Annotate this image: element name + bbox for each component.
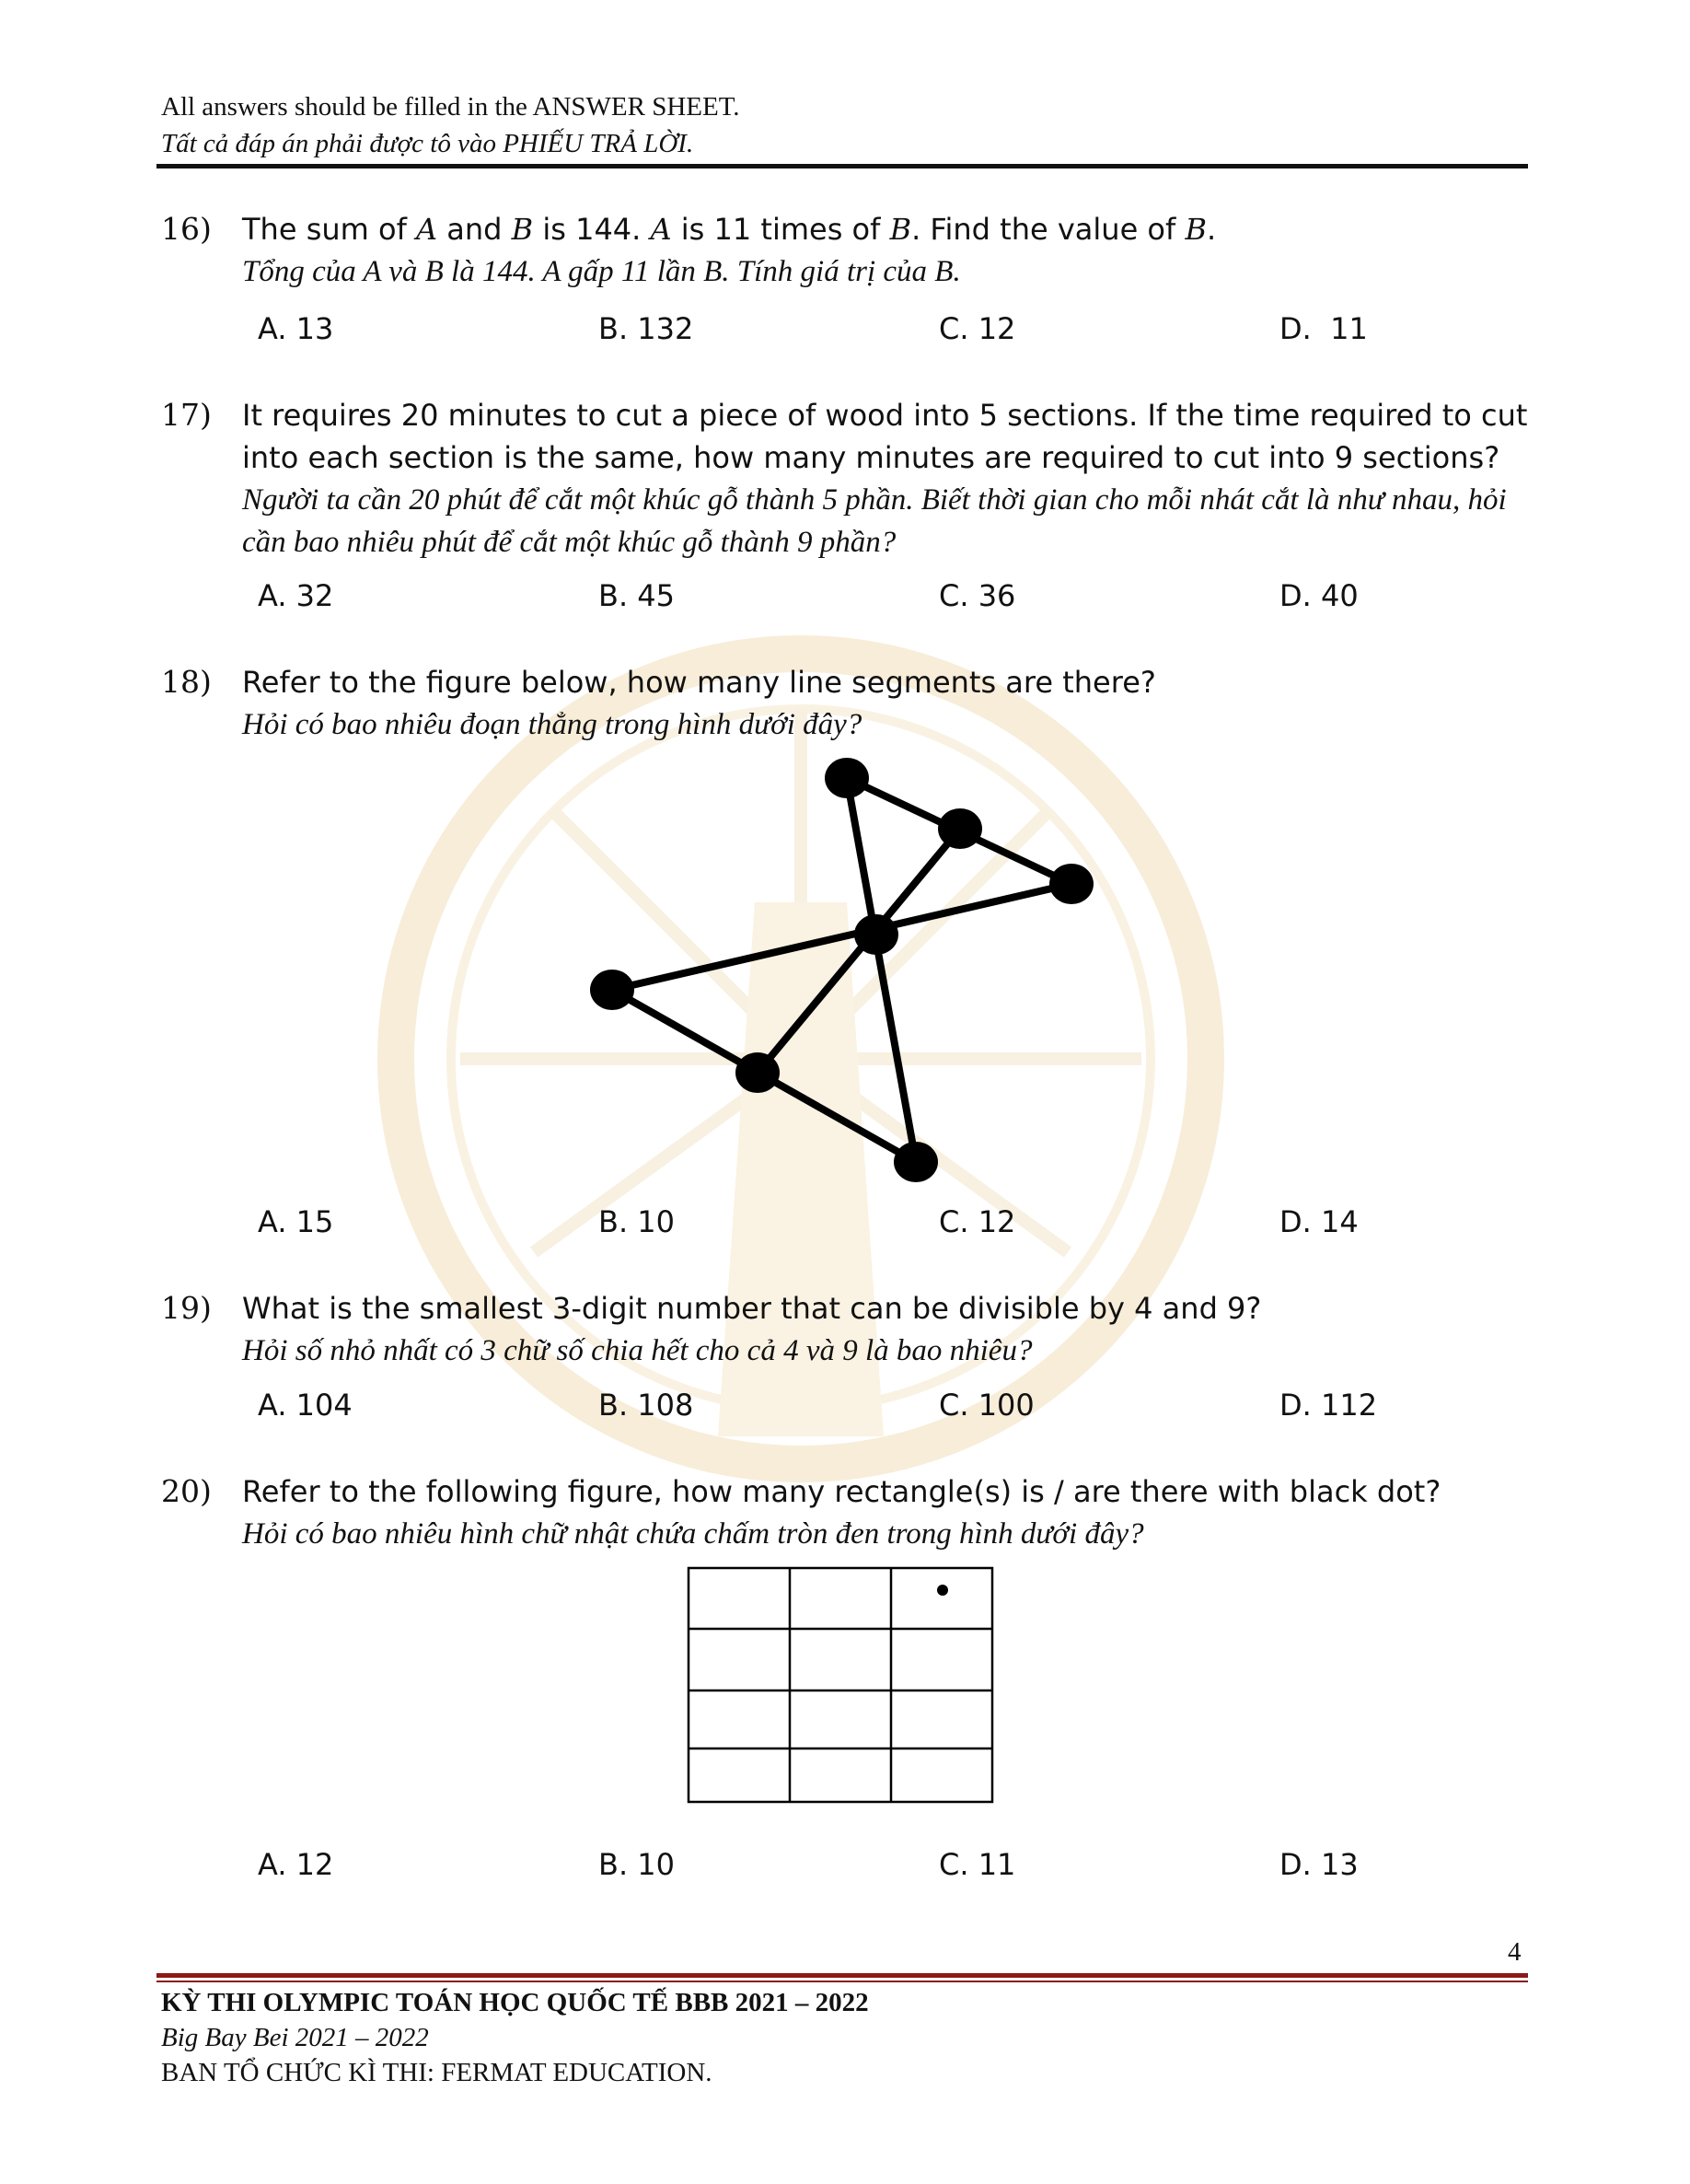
option-a: A. 15 xyxy=(258,1204,334,1239)
line-segment xyxy=(847,778,916,1162)
point xyxy=(590,970,634,1010)
question-number: 17) xyxy=(161,397,212,433)
question-16-options xyxy=(258,311,1546,352)
footer-subtitle: Big Bay Bei 2021 – 2022 xyxy=(161,2023,429,2052)
option-a: A. 13 xyxy=(258,311,334,346)
point xyxy=(825,758,869,798)
question-19-options xyxy=(258,1388,1546,1428)
rectangle-grid-figure xyxy=(686,1565,999,1809)
question-number: 20) xyxy=(161,1473,212,1509)
question-number: 19) xyxy=(161,1290,212,1326)
question-text-vi: Tổng của A và B là 144. A gấp 11 lần B. Tính giá trị của B. xyxy=(242,255,961,288)
option-b: B. 10 xyxy=(598,1847,676,1882)
option-a: A. 104 xyxy=(258,1388,353,1423)
option-b: B. 132 xyxy=(598,311,694,346)
point xyxy=(1049,864,1094,904)
question-17-options xyxy=(258,578,1546,619)
grid-outline xyxy=(689,1568,992,1802)
option-d: D. 13 xyxy=(1279,1847,1359,1882)
line-segments-figure xyxy=(571,746,1123,1197)
question-19 xyxy=(161,1287,1542,1372)
point xyxy=(735,1052,780,1093)
header-rule xyxy=(156,164,1528,168)
option-d: D. 11 xyxy=(1279,311,1368,346)
option-d: D. 112 xyxy=(1279,1388,1378,1423)
question-text-en: The sum of A and B is 144. A is 11 times of B. Find the value of B. xyxy=(242,212,1217,247)
page-footer xyxy=(161,1985,1523,2090)
option-b: B. 108 xyxy=(598,1388,694,1423)
question-17 xyxy=(161,394,1542,563)
footer-rule xyxy=(156,1973,1528,1978)
option-c: C. 100 xyxy=(939,1388,1035,1423)
option-a: A. 12 xyxy=(258,1847,334,1882)
option-c: C. 36 xyxy=(939,578,1016,613)
question-text-en: What is the smallest 3-digit number that can be divisible by 4 and 9? xyxy=(242,1291,1262,1326)
question-text-vi: Người ta cần 20 phút để cắt một khúc gỗ thành 5 phần. Biết thời gian cho mỗi nhát cắt là như nhau, hỏi cần bao nhiêu phút để cắt một khúc gỗ thành 9 phần? xyxy=(242,483,1507,559)
question-16 xyxy=(161,208,1542,293)
question-text-vi: Hỏi số nhỏ nhất có 3 chữ số chia hết cho cả 4 và 9 là bao nhiêu? xyxy=(242,1334,1033,1367)
option-c: C. 12 xyxy=(939,1204,1016,1239)
question-text-en: Refer to the figure below, how many line segments are there? xyxy=(242,665,1156,700)
option-d: D. 40 xyxy=(1279,578,1359,613)
option-d: D. 14 xyxy=(1279,1204,1359,1239)
question-text-en: It requires 20 minutes to cut a piece of wood into 5 sections. If the time required to cut into each section is the same, how many minutes are required to cut into 9 sections? xyxy=(242,398,1528,475)
option-a: A. 32 xyxy=(258,578,334,613)
question-18 xyxy=(161,661,1542,746)
point xyxy=(894,1142,938,1182)
header-english: All answers should be filled in the ANSWER SHEET. xyxy=(161,92,740,122)
header-vietnamese: Tất cả đáp án phải được tô vào PHIẾU TRẢ LỜI. xyxy=(161,129,694,158)
point xyxy=(938,808,982,849)
question-number: 18) xyxy=(161,664,212,700)
point xyxy=(854,914,898,955)
page-header xyxy=(161,88,1528,162)
option-b: B. 45 xyxy=(598,578,676,613)
option-c: C. 12 xyxy=(939,311,1016,346)
question-text-vi: Hỏi có bao nhiêu hình chữ nhật chứa chấm tròn đen trong hình dưới đây? xyxy=(242,1517,1144,1551)
question-18-options xyxy=(258,1204,1546,1245)
question-text-en: Refer to the following figure, how many rectangle(s) is / are there with black dot? xyxy=(242,1474,1441,1509)
question-20-options xyxy=(258,1847,1546,1888)
black-dot xyxy=(937,1585,948,1596)
option-b: B. 10 xyxy=(598,1204,676,1239)
option-c: C. 11 xyxy=(939,1847,1016,1882)
question-number: 16) xyxy=(161,211,212,247)
footer-rule-thin xyxy=(156,1981,1528,1982)
footer-organizer: BAN TỔ CHỨC KÌ THI: FERMAT EDUCATION. xyxy=(161,2058,712,2087)
page-number: 4 xyxy=(1508,1937,1522,1967)
question-text-vi: Hỏi có bao nhiêu đoạn thẳng trong hình dưới đây? xyxy=(242,708,862,741)
footer-title: KỲ THI OLYMPIC TOÁN HỌC QUỐC TẾ BBB 2021 – 2022 xyxy=(161,1988,869,2017)
question-20 xyxy=(161,1470,1542,1555)
